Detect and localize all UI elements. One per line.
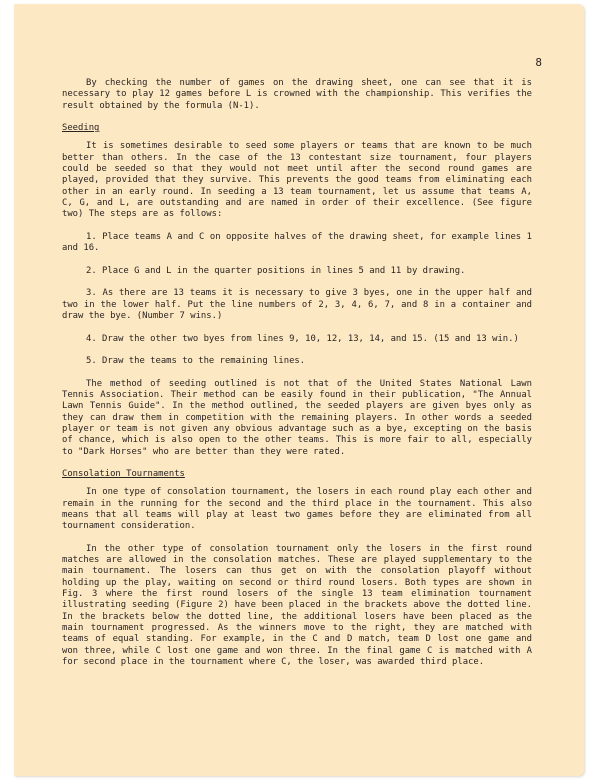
document-page [14,4,584,776]
seeding-step-4: 4. Draw the other two byes from lines 9, 10, 12, 13, 14, and 15. (15 and 13 win.) [86,333,519,344]
seeding-step-5: 5. Draw the teams to the remaining lines. [86,356,306,367]
consolation-paragraph-1: In one type of consolation tournament, the losers in each round play each other and remain in the running for the second and the third place in the tournament. This also means that all teams will play at least two games before they are eliminated from all tournament consideration. [62,487,532,532]
seeding-step-2: 2. Place G and L in the quarter positions in lines 5 and 11 by drawing. [86,265,466,276]
section-heading-seeding: Seeding [62,123,100,134]
consolation-paragraph-2: In the other type of consolation tournament only the losers in the first round matches are allowed in the consolation matches. These are played supplementary to the main tournament. The losers can thus get on with the consolation playoff without holding up the play, waiting on second or third round losers. Both types are shown in Fig. 3 where the first round losers of the single 13 team elimination tournament illustrating seeding (Figure 2) have been placed in the brackets above the dotted line. In the brackets below the dotted line, the additional losers have been placed as the main tournament progressed. As the winners move to the right, they are matched with teams of equal standing. For example, in the C and D match, team D lost one game and won three, while C lost one game and won three. In the final game C is matched with A for second place in the tournament where C, the loser, was awarded third place. [62,543,532,667]
section-heading-consolation: Consolation Tournaments [62,469,185,480]
seeding-step-1: 1. Place teams A and C on opposite halves of the drawing sheet, for example lines 1 and 16. [62,231,532,254]
seeding-step-3: 3. As there are 13 teams it is necessary to give 3 byes, one in the upper half and two in the lower half. Put the line numbers of 2, 3, 4, 6, 7, and 8 in a container and draw the bye. (Number 7 wins.) [62,288,532,321]
seeding-paragraph-2: The method of seeding outlined is not that of the United States National Lawn Tennis Association. Their method can be easily found in their publication, "The Annual Lawn Tennis Guide". In the method outlined, the seeded players are given byes only as they can draw them in competition with the remaining players. In other words a seeded player or team is not given any obvious advantage such as a bye, excepting on the basis of chance, which is also open to the other teams. This is more fair to all, especially to "Dark Horses" who are better than they were rated. [62,378,532,457]
page-body [62,78,532,679]
page-number: 8 [535,56,542,69]
seeding-paragraph-1: It is sometimes desirable to seed some players or teams that are known to be much better than others. In the case of the 13 contestant size tournament, four players could be seeded so that they would not meet until after the second round games are played, provided that they survive. This prevents the good teams from eliminating each other in an early round. In seeding a 13 team tournament, let us assume that teams A, C, G, and L, are outstanding and are named in order of their excellence. (See figure two) The steps are as follows: [62,141,532,220]
intro-paragraph: By checking the number of games on the drawing sheet, one can see that it is necessary to play 12 games before L is crowned with the championship. This verifies the result obtained by the formula (N-1). [62,78,532,111]
